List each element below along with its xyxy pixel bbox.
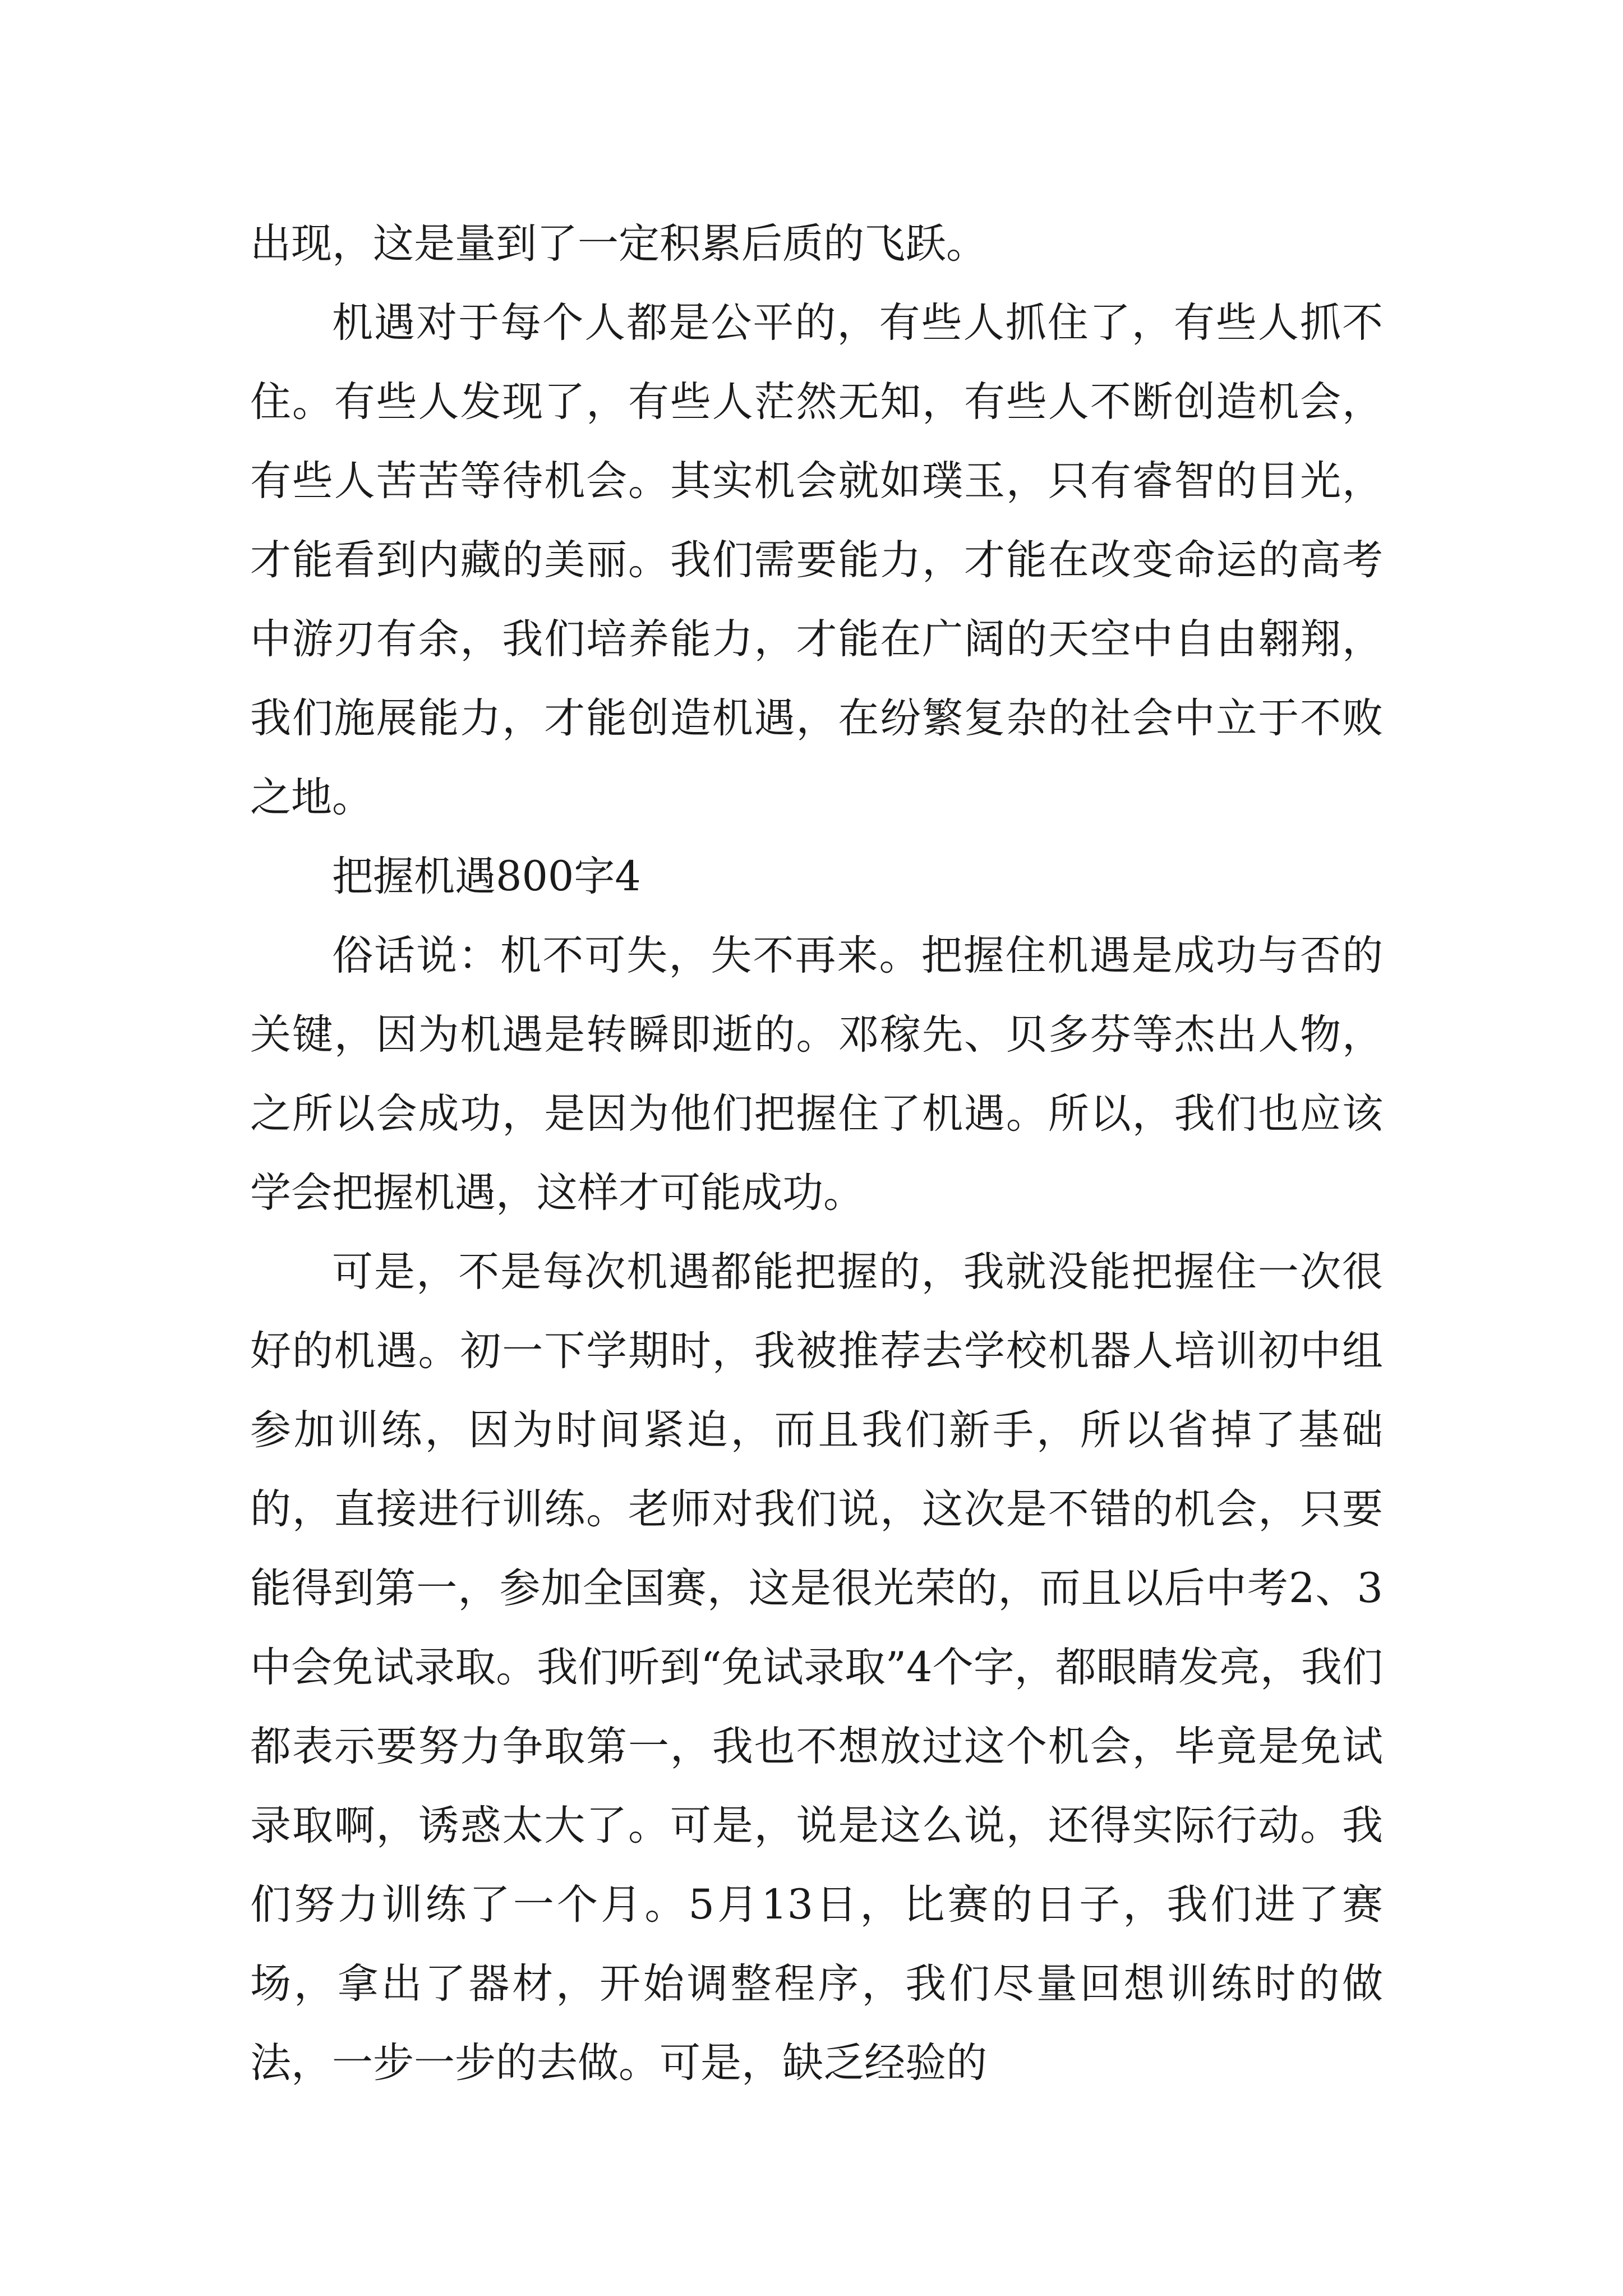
document-body (250, 204, 1383, 2102)
paragraph-4: 可是，不是每次机遇都能把握的，我就没能把握住一次很好的机遇。初一下学期时，我被推荐去学校机器人培训初中组参加训练，因为时间紧迫，而且我们新手，所以省掉了基础的，直接进行训练。老师对我们说，这次是不错的机会，只要能得到第一，参加全国赛，这是很光荣的，而且以后中考2、3中会免试录取。我们听到“免试录取”4个字，都眼睛发亮，我们都表示要努力争取第一，我也不想放过这个机会，毕竟是免试录取啊，诱惑太大了。可是，说是这么说，还得实际行动。我们努力训练了一个月。5月13日，比赛的日子，我们进了赛场，拿出了器材，开始调整程序，我们尽量回想训练时的做法，一步一步的去做。可是，缺乏经验的 (250, 1248, 1383, 2087)
section-heading: 把握机遇800字4 (332, 853, 641, 900)
paragraph-1: 出现，这是量到了一定积累后质的飞跃。 (250, 220, 987, 268)
paragraph-3: 俗话说：机不可失，失不再来。把握住机遇是成功与否的关键，因为机遇是转瞬即逝的。邓稼先、贝多芬等杰出人物，之所以会成功，是因为他们把握住了机遇。所以，我们也应该学会把握机遇，这样才可能成功。 (250, 932, 1383, 1217)
paragraph-2: 机遇对于每个人都是公平的，有些人抓住了，有些人抓不住。有些人发现了，有些人茫然无知，有些人不断创造机会，有些人苦苦等待机会。其实机会就如璞玉，只有睿智的目光，才能看到内藏的美丽。我们需要能力，才能在改变命运的高考中游刃有余，我们培养能力，才能在广阔的天空中自由翱翔，我们施展能力，才能创造机遇，在纷繁复杂的社会中立于不败之地。 (250, 299, 1383, 821)
